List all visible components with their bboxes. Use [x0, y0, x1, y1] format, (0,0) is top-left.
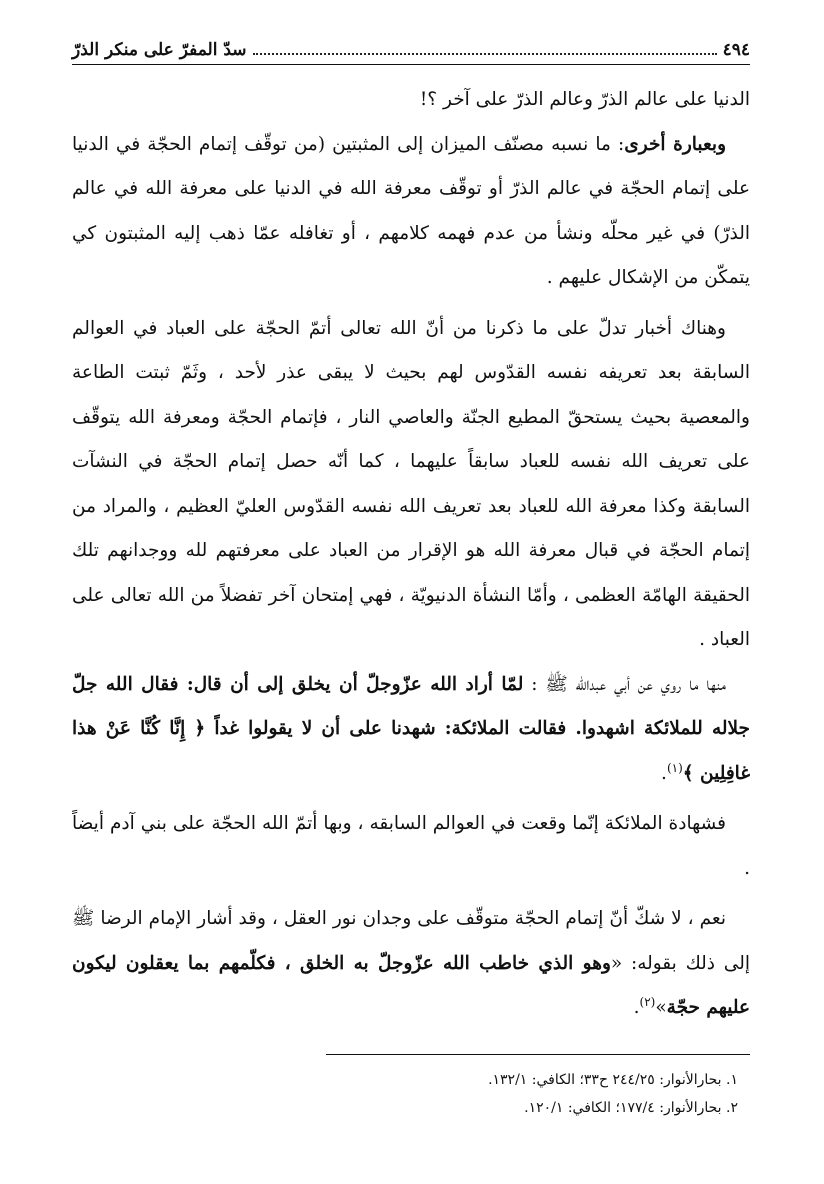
text-run: نعم ، لا شكّ أنّ إتمام الحجّة متوقّف على وجدان نور العقل ، وقد أشار الإمام الرضا ﷺ إلى ذلك بقوله: « — [72, 908, 750, 974]
footnote-rule — [326, 1054, 750, 1055]
paragraph — [72, 78, 750, 123]
paragraph — [72, 307, 750, 663]
paragraph — [72, 897, 750, 1031]
bold-text: وبعبارة أخرى — [624, 133, 726, 155]
footnotes — [72, 1066, 738, 1122]
text-run: : ما نسبه مصنّف الميزان إلى المثبتين (من توقّف إتمام الحجّة في الدنيا على إتمام الحجّة في عالم الذرّ أو توقّف معرفة الله في الدنيا على معرفة الله في عالم الذرّ) في غير محلّه ونشأ من عدم فهمه كلامهم ، أو تغافله عمّا ذهب إليه المثبتون كي يتمكّن من الإشكال عليهم . — [72, 133, 750, 288]
running-header — [72, 30, 750, 60]
bold-text: وهو الذي خاطب الله عزّوجلّ به الخلق ، فكلّمهم بما يعقلون ليكون عليهم حجّة — [72, 952, 750, 1018]
running-title: سدّ المفرّ على منكر الذرّ — [72, 40, 247, 60]
header-dot-leader — [253, 52, 717, 55]
text-run: الدنيا على عالم الذرّ وعالم الذرّ على آخر ؟! — [419, 89, 750, 110]
text-run: . — [633, 997, 640, 1018]
header-rule — [72, 64, 750, 65]
footnote-ref: (٢) — [639, 994, 656, 1009]
text-run: فشهادة الملائكة إنّما وقعت في العوالم السابقه ، وبها أتمّ الله الحجّة على بني آدم أيضاً . — [72, 813, 750, 879]
paragraph — [72, 802, 750, 891]
main-text — [72, 78, 750, 1031]
text-run: » — [655, 997, 667, 1018]
paragraph — [72, 663, 750, 797]
bold-text: لمّا أراد الله عزّوجلّ أن يخلق إلى أن قال: فقال الله جلّ جلاله للملائكة اشهدوا. فقالت الملائكة: شهدنا على أن لا يقولوا غداً ﴿ إِنَّا كُنَّا عَنْ هذا غافِلِين ﴾ — [72, 673, 750, 784]
page-number: ٤٩٤ — [722, 40, 750, 60]
text-run: . — [661, 762, 667, 784]
paragraph — [72, 123, 750, 301]
footnote-2: ٢. بحارالأنوار: ١٧٧/٤؛ الكافي: ١٢٠/١. — [524, 1100, 738, 1116]
text-run: وهناك أخبار تدلّ على ما ذكرنا من أنّ الله تعالى أتمّ الحجّة على العباد في العوالم السابقة بعد تعريفه نفسه القدّوس لهم بحيث لا يبقى عذر لأحد ، وثَمّ ثبتت الطاعة والمعصية بحيث يستحقّ المطيع الجنّة والعاصي النار ، فإتمام الحجّة ومعرفة الله يتوقّف على تعريف الله نفسه للعباد سابقاً عليهما ، كما أنّه حصل إتمام الحجّة في النشآت السابقة وكذا معرفة الله للعباد بعد تعريف الله نفسه القدّوس العليّ العظيم ، والمراد من إتمام الحجّة في قبال معرفة الله هو الإقرار من العباد على معرفتهم لله ووجدانهم تلك الحقيقة الهامّة العظمى ، وأمّا النشأة الدنيويّة ، فهي إمتحان آخر تفضلاً من الله تعالى على العباد . — [72, 317, 750, 650]
footnote-ref: (١) — [666, 760, 683, 775]
text-run: منها ما روي عن أبي عبدالله ﷺ : — [523, 673, 726, 695]
footnote-1: ١. بحارالأنوار: ٢٤٤/٢٥ ح٣٣؛ الكافي: ١٣٢/١. — [488, 1072, 738, 1088]
